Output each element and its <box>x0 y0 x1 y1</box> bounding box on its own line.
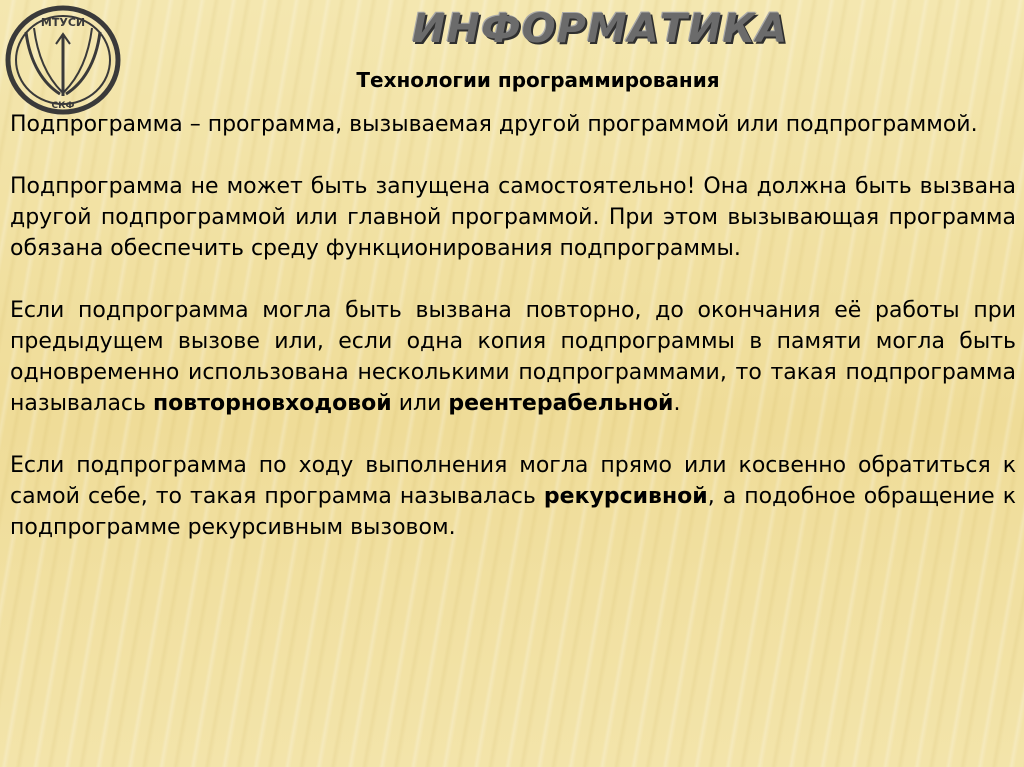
slide-body <box>10 109 1016 574</box>
paragraph-reentrant <box>10 295 1016 419</box>
svg-text:МТУСИ: МТУСИ <box>40 16 86 29</box>
slide-subtitle: Технологии программирования <box>356 68 720 92</box>
term-recursive: рекурсивной <box>543 484 708 509</box>
paragraph-text: Если подпрограмма по ходу выполнения могла прямо или косвенно обратиться к самой себе, то такая программа называлась <box>10 453 1016 509</box>
term-reentrant-1: повторновходовой <box>152 391 392 416</box>
emblem-graphic <box>4 4 122 116</box>
university-emblem-icon <box>4 4 122 116</box>
svg-text:СКФ: СКФ <box>51 101 75 111</box>
paragraph-invocation: Подпрограмма не может быть запущена самостоятельно! Она должна быть вызвана другой подпрограммой или главной программой. При этом вызывающая программа обязана обеспечить среду функционирования подпрограммы. <box>10 174 1016 261</box>
paragraph-definition: Подпрограмма – программа, вызываемая другой программой или подпрограммой. <box>10 112 978 137</box>
paragraph-recursive <box>10 450 1016 543</box>
app-title: ИНФОРМАТИКА <box>412 6 789 52</box>
paragraph-text: , а подобное обращение к подпрограмме рекурсивным вызовом. <box>10 484 1016 540</box>
paragraph-text: или <box>391 391 449 416</box>
paragraph-text: . <box>673 391 681 416</box>
term-reentrant-2: реентерабельной <box>448 391 674 416</box>
paragraph-text: Если подпрограмма могла быть вызвана повторно, до окончания её работы при предыдущем вызове или, если одна копия подпрограммы в памяти могла быть одновременно использована несколькими подпрограммами, то такая подпрограмма называлась <box>10 298 1016 416</box>
